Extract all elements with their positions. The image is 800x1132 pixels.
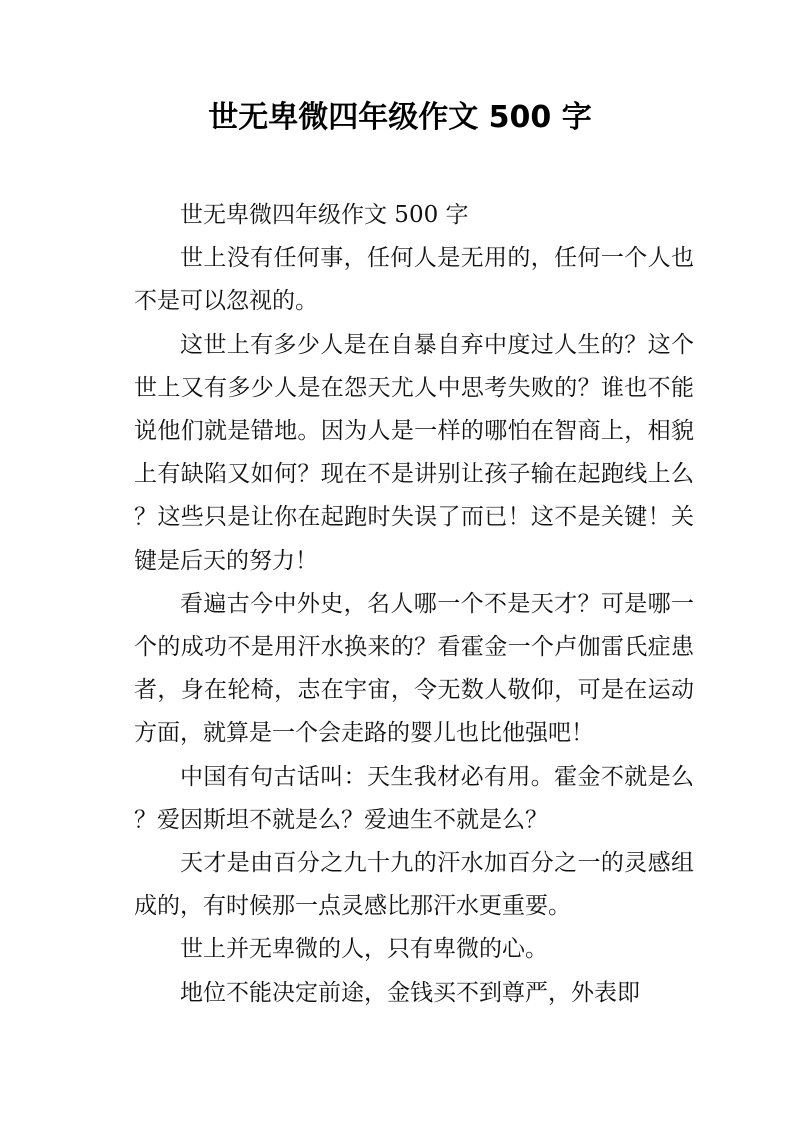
paragraph: 中国有句古话叫：天生我材必有用。霍金不就是么？爱因斯坦不就是么？爱迪生不就是么？ xyxy=(134,763,694,833)
paragraph: 世上没有任何事，任何人是无用的，任何一个人也不是可以忽视的。 xyxy=(134,245,694,315)
paragraph: 天才是由百分之九十九的汗水加百分之一的灵感组成的，有时候那一点灵感比那汗水更重要。 xyxy=(134,850,694,920)
paragraph-subtitle: 世无卑微四年级作文 500 字 xyxy=(180,202,469,228)
paragraph: 看遍古今中外史，名人哪一个不是天才？可是哪一个的成功不是用汗水换来的？看霍金一个卢伽雷氏症患者，身在轮椅，志在宇宙，令无数人敬仰，可是在运动方面，就算是一个会走路的婴儿也比他强吧！ xyxy=(134,590,694,747)
paragraph: 世上并无卑微的人，只有卑微的心。 xyxy=(180,936,548,963)
document-title: 世无卑微四年级作文 500 字 xyxy=(208,100,592,135)
paragraph: 地位不能决定前途，金钱买不到尊严，外表即 xyxy=(180,979,640,1006)
document-body xyxy=(134,194,694,1015)
paragraph: 这世上有多少人是在自暴自弃中度过人生的？这个世上又有多少人是在怨天尤人中思考失败的？谁也不能说他们就是错地。因为人是一样的哪怕在智商上，相貌上有缺陷又如何？现在不是讲别让孩子输在起跑线上么？这些只是让你在起跑时失误了而已！这不是关键！关键是后天的努力！ xyxy=(134,331,694,574)
